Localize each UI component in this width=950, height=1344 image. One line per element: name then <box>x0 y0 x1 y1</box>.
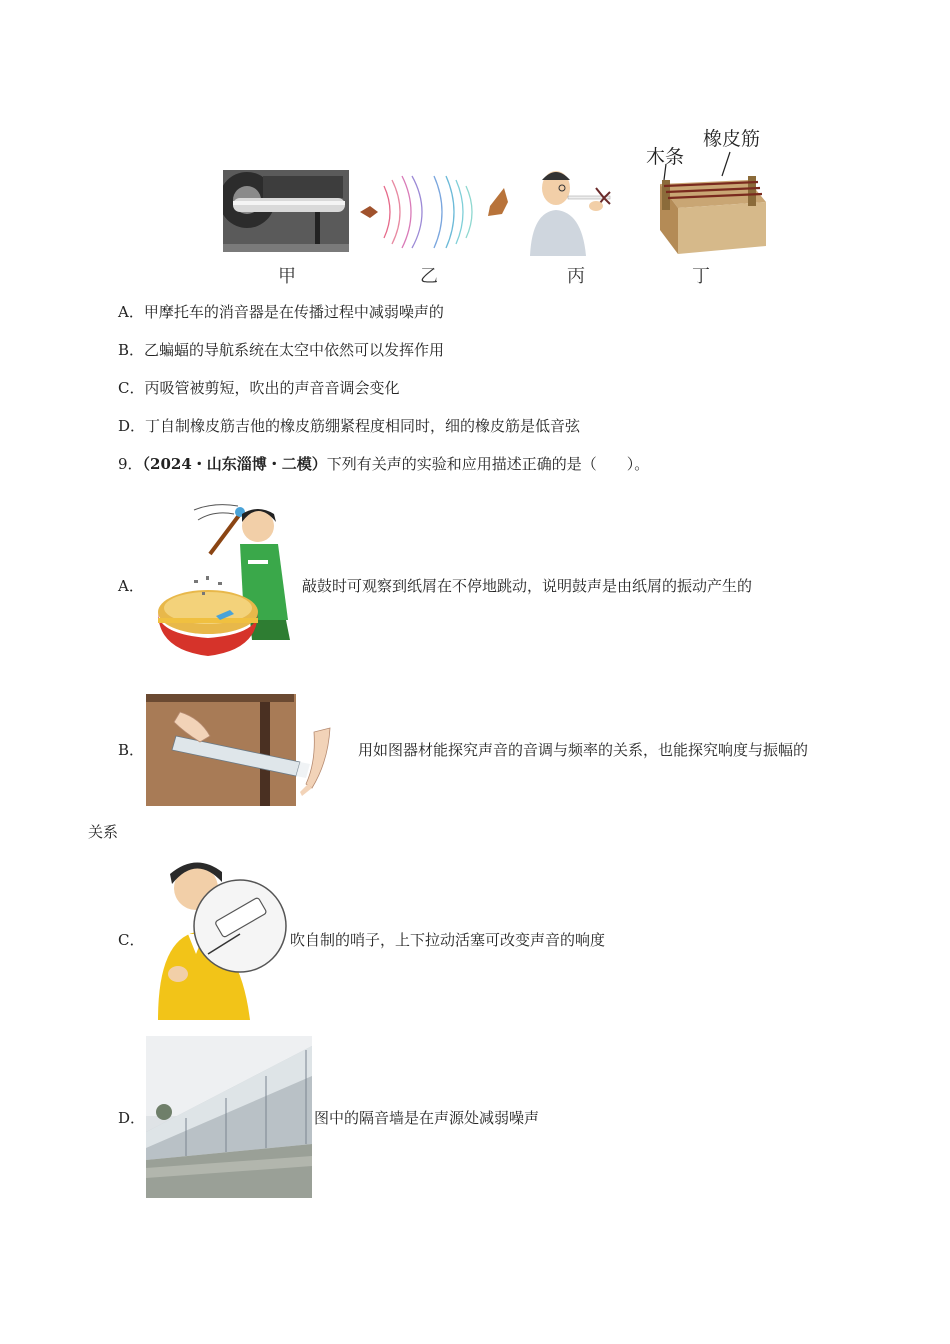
q9-stem <box>118 454 649 474</box>
q9-option-b-wrap[interactable]: 关系 <box>88 823 119 841</box>
question-number: 9． <box>118 455 143 473</box>
q9-option-b-letter[interactable]: B． <box>118 741 145 759</box>
question-stem: 下列有关声的实验和应用描述正确的是（ ）。 <box>326 455 650 473</box>
ruler-table-image <box>144 692 358 808</box>
option-text: 乙蝙蝠的导航系统在太空中依然可以发挥作用 <box>144 341 445 359</box>
drum-paper-scraps-image <box>154 500 294 670</box>
option-text: 丁自制橡皮筋吉他的橡皮筋绷紧程度相同时，细的橡皮筋是低音弦 <box>145 417 581 435</box>
q8-option-a[interactable] <box>118 302 444 322</box>
option-letter: D． <box>118 417 146 435</box>
label-jia: 甲 <box>278 266 296 287</box>
label-bing: 丙 <box>567 266 585 287</box>
q9-option-b-text[interactable]: 用如图器材能探究声音的音调与频率的关系，也能探究响度与振幅的 <box>358 741 809 759</box>
callout-wood: 木条 <box>646 146 685 168</box>
q9-option-d-letter[interactable]: D． <box>118 1109 146 1127</box>
girl-whistle-image <box>148 854 288 1020</box>
q9-option-c-letter[interactable]: C． <box>118 931 145 949</box>
man-straw-image <box>526 166 622 256</box>
q9-option-c-text[interactable]: 吹自制的哨子，上下拉动活塞可改变声音的响度 <box>290 931 606 949</box>
motorcycle-muffler-image <box>223 170 349 252</box>
rubber-band-guitar-image <box>656 150 768 258</box>
q9-option-d-text[interactable]: 图中的隔音墙是在声源处减弱噪声 <box>314 1109 540 1127</box>
sound-barrier-wall-image <box>146 1036 312 1198</box>
q8-option-d[interactable] <box>118 416 580 436</box>
label-yi: 乙 <box>420 266 438 287</box>
option-text: 丙吸管被剪短，吹出的声音音调会变化 <box>144 379 400 397</box>
q9-option-a-text[interactable]: 敲鼓时可观察到纸屑在不停地跳动，说明鼓声是由纸屑的振动产生的 <box>302 577 753 595</box>
figure-row <box>220 120 780 285</box>
bats-echolocation-image <box>356 172 514 252</box>
q8-option-b[interactable] <box>118 340 444 360</box>
option-letter: B． <box>118 341 145 359</box>
q8-option-c[interactable] <box>118 378 400 398</box>
callout-rubber-band: 橡皮筋 <box>703 128 761 150</box>
q9-option-a-letter[interactable]: A． <box>118 577 144 595</box>
option-letter: C． <box>118 379 145 397</box>
option-letter: A． <box>118 303 144 321</box>
label-ding: 丁 <box>692 266 710 287</box>
question-source: （2024・山东淄博・二模） <box>142 455 327 473</box>
option-text: 甲摩托车的消音器是在传播过程中减弱噪声的 <box>143 303 444 321</box>
